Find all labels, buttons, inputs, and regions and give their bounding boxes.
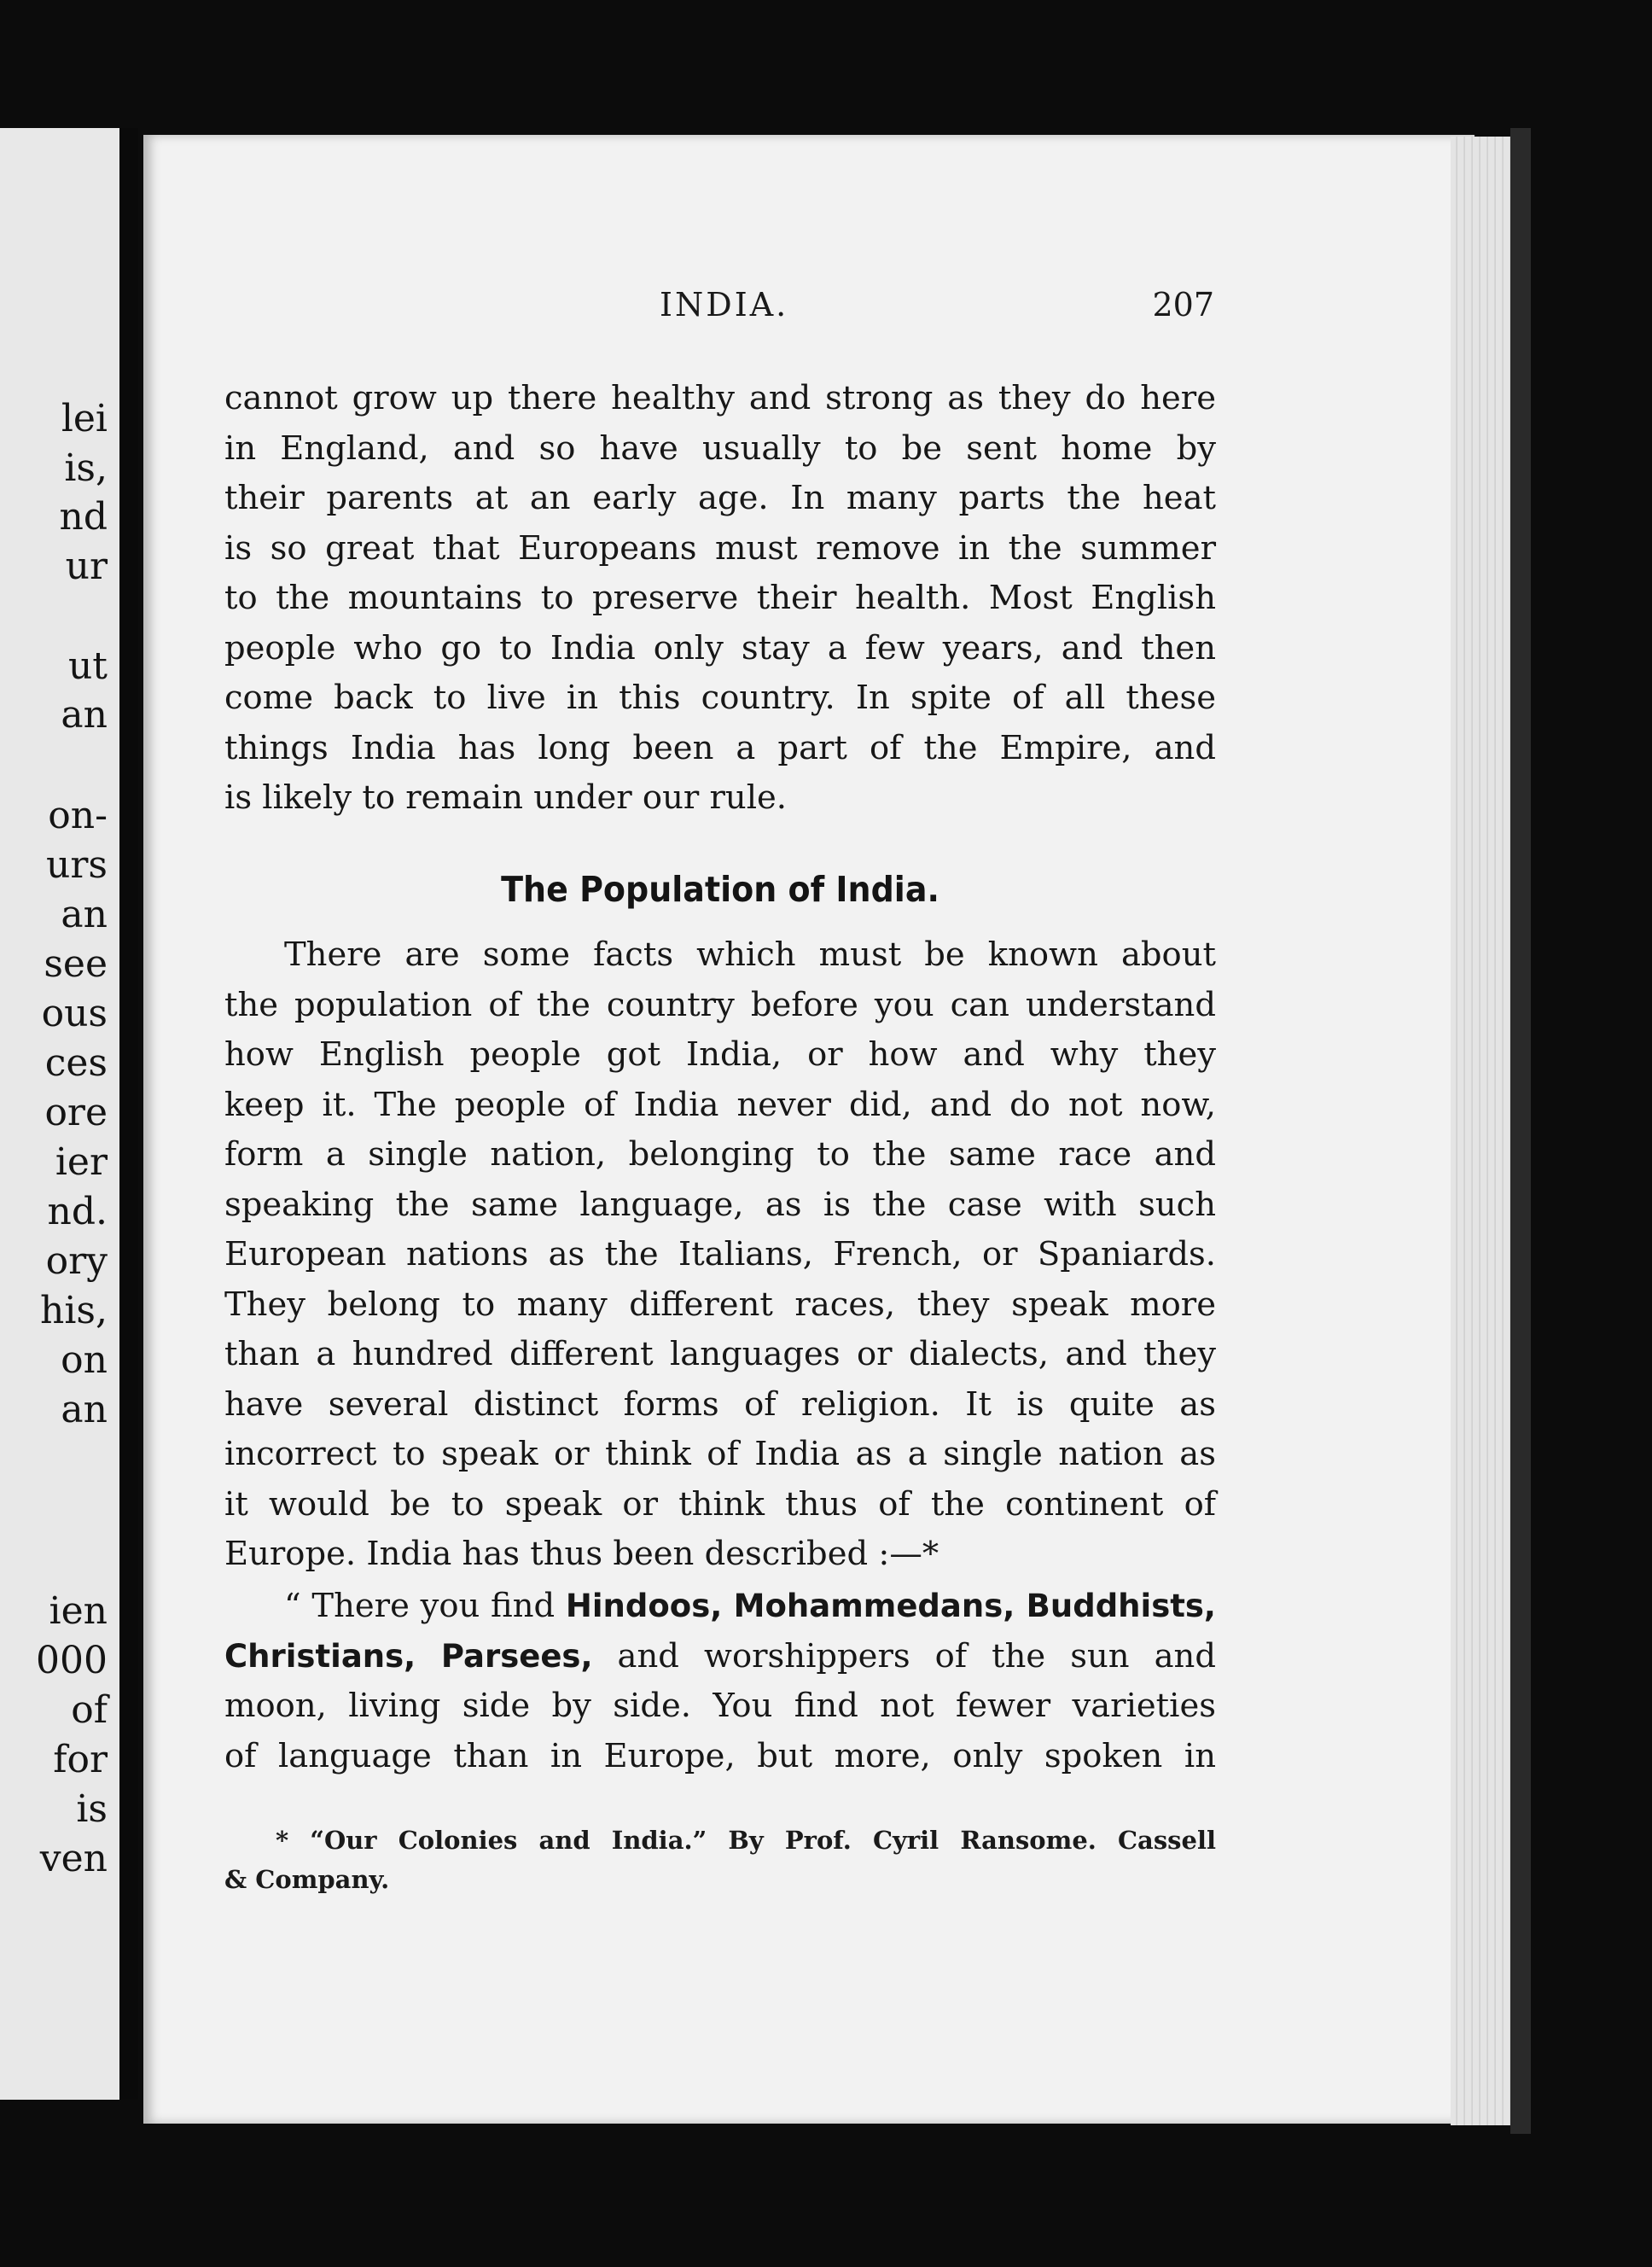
text-line: people who go to India only stay a few years, and then [224,628,1216,667]
text-line: things India has long been a part of the Empire, and [224,728,1216,767]
left-page-fragment: ory [45,1239,108,1283]
left-page-fragment: an [61,693,108,737]
text-line: it would be to speak or think thus of the continent of [224,1484,1216,1524]
text-line: Europe. India has thus been described :—* [224,1535,939,1573]
left-page-fragment: his, [40,1289,108,1332]
footnote [224,1821,1216,1899]
left-page-fragment: urs [46,843,108,887]
left-page-fragment: ous [41,992,108,1035]
text-line: is likely to remain under our rule. [224,778,788,817]
quote-text: and worshippers of the sun and [592,1636,1216,1675]
text-line: incorrect to speak or think of India as a single nation as [224,1435,1216,1473]
book-cover-edge [1510,128,1531,2134]
text-line [224,1632,1216,1682]
left-page-fragment: of [71,1688,108,1732]
page-number: 207 [1152,286,1214,323]
left-facing-page [0,128,138,2100]
quotation-paragraph [224,1582,1216,1781]
text-line: in England, and so have usually to be sent home by [224,428,1216,468]
text-line: have several distinct forms of religion. It is quite as [224,1384,1216,1424]
text-line: speaking the same language, as is the case with such [224,1185,1216,1224]
text-line: come back to live in this country. In spite of all these [224,679,1216,717]
footnote-line: & Company. [224,1865,390,1894]
text-line: They belong to many different races, they speak more [224,1285,1216,1324]
left-page-fragment: see [44,942,108,986]
bold-religions: Hindoos, Mohammedans, Buddhists, [565,1588,1216,1624]
left-page-fragment: an [61,1388,108,1431]
quote-text: “ There you find [284,1587,566,1625]
left-page-fragment: ut [67,644,108,688]
left-page-fragment: ien [49,1589,108,1633]
left-page-fragment: 000 [36,1639,108,1682]
text-line: of language than in Europe, but more, only spoken in [224,1736,1216,1775]
left-page-fragment: for [53,1738,108,1781]
page-header [224,286,1214,337]
bold-religions: Christians, Parsees, [224,1637,593,1675]
left-page-fragment: is [76,1787,108,1831]
left-page-fragment: an [61,893,108,936]
text-line [224,1582,1216,1632]
text-line: is so great that Europeans must remove in the summer [224,528,1216,568]
text-line: how English people got India, or how and why they [224,1035,1216,1074]
text-line: form a single nation, belonging to the same race and [224,1135,1216,1174]
left-page-fragment: lei [61,397,108,440]
text-line: moon, living side by side. You find not fewer varieties [224,1687,1216,1725]
left-page-fragment: is, [64,446,108,490]
text-line: cannot grow up there healthy and strong as they do here [224,379,1216,417]
paragraph-1 [224,374,1216,824]
text-line: the population of the country before you can understand [224,985,1216,1024]
section-heading: The Population of India. [501,869,939,910]
left-page-fragment: on- [48,794,108,837]
text-line: keep it. The people of India never did, and do not now, [224,1085,1216,1124]
text-line: European nations as the Italians, French, or Spaniards. [224,1235,1216,1273]
text-line: There are some facts which must be known about [284,935,1216,974]
text-line: to the mountains to preserve their health. Most English [224,579,1216,617]
left-page-fragment: on [61,1338,108,1382]
running-head: INDIA. [660,286,789,323]
footnote-line: * “Our Colonies and India.” By Prof. Cyril Ransome. Cassell [276,1826,1216,1855]
left-page-fragment: ore [44,1091,108,1134]
left-page-fragment: ven [39,1837,108,1880]
left-page-fragment: nd. [47,1190,108,1233]
text-line: their parents at an early age. In many parts the heat [224,479,1216,517]
left-page-fragment: ier [55,1140,108,1184]
left-page-fragment: ur [65,545,108,588]
left-page-fragment: ces [44,1041,108,1085]
left-page-fragment: nd [59,495,108,539]
text-line: than a hundred different languages or dialects, and they [224,1335,1216,1373]
paragraph-2 [224,930,1216,1580]
